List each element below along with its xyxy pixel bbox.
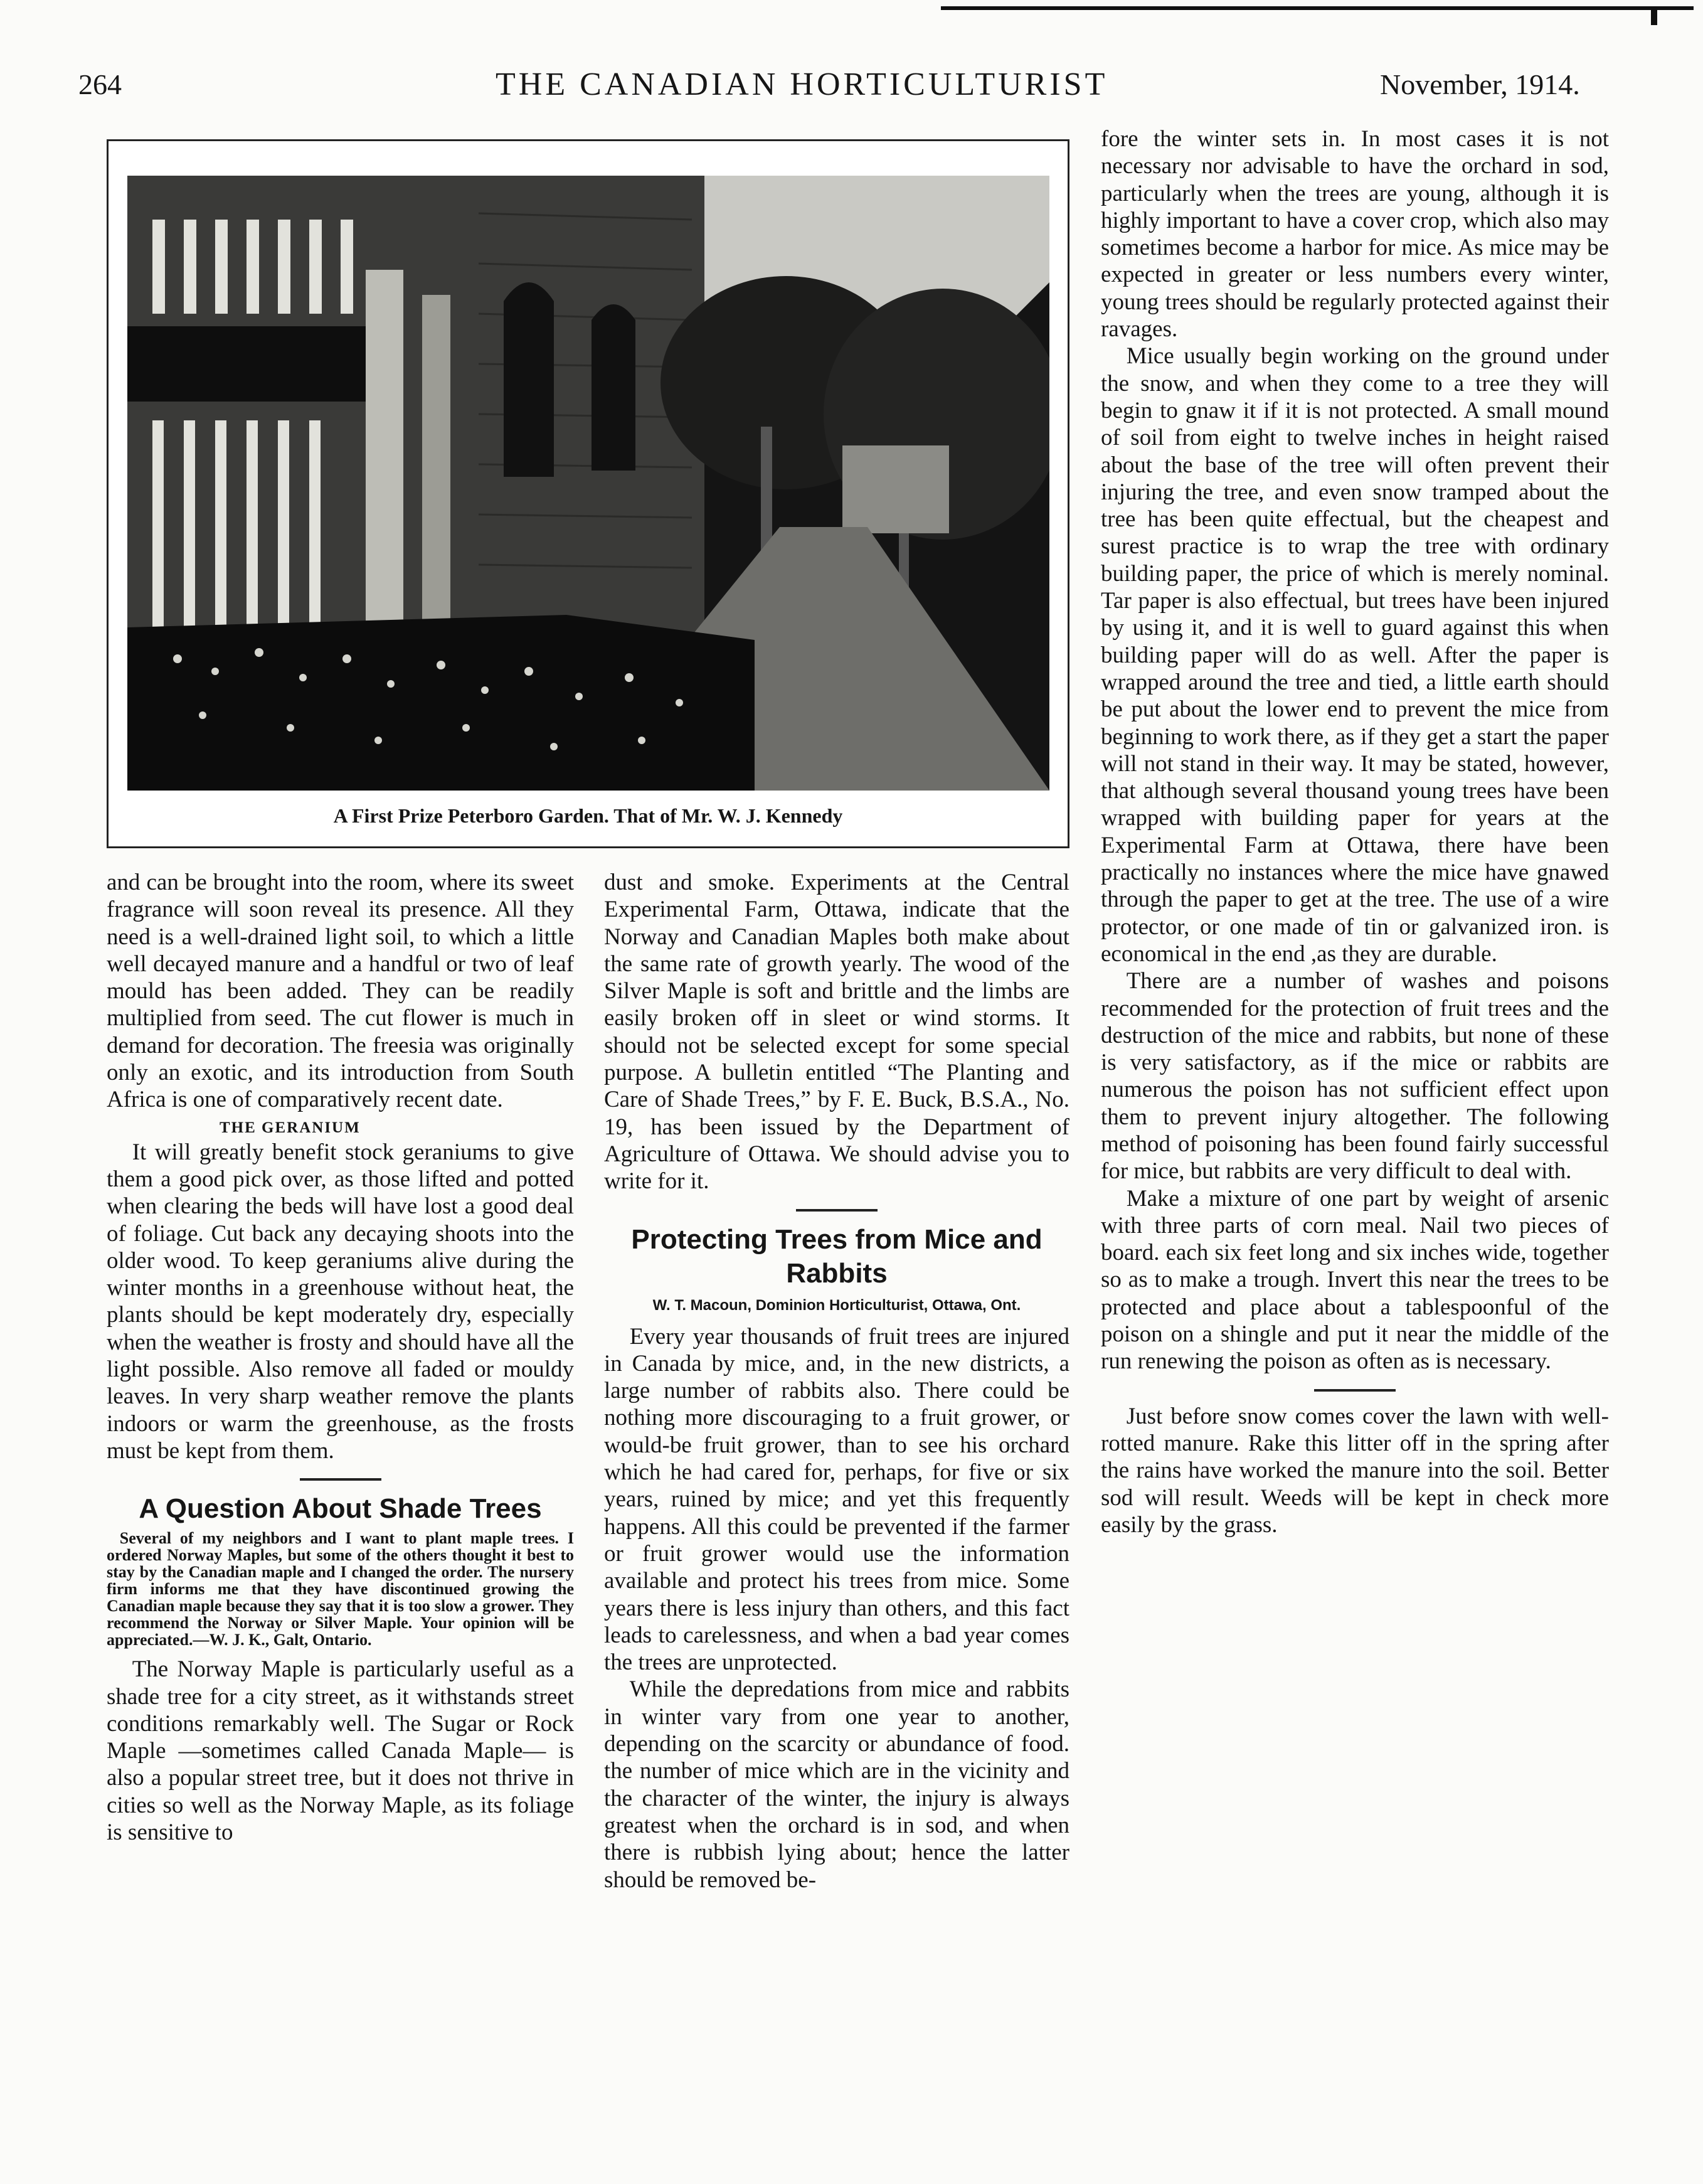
column-2 [604, 869, 1069, 1894]
shade-trees-answer-cont: dust and smoke. Experiments at the Central Experimental Farm, Ottawa, indicate that the Norway and Canadian Maples both make about the same rate of growth yearly. The wood of the Silver Maple is soft and brittle and the limbs are easily broken off in sleet or wind storms. It should not be selected except for some special purpose. A bulletin entitled “The Planting and Care of Shade Trees,” by F. E. Buck, B.S.A., No. 19, has been issued by the Department of Agriculture of Ottawa. We should advise you to write for it. [604, 870, 1069, 1195]
section-divider [796, 1209, 878, 1212]
section-divider [1314, 1389, 1396, 1392]
garden-photo [127, 176, 1049, 791]
page-number: 264 [78, 68, 122, 100]
geranium-paragraph: It will greatly benefit stock geraniums to give them a good pick over, as those lifted and potted when clearing the beds will have lost a good deal of foliage. Cut back any decaying shoots into the older wood. To keep geraniums alive during the winter months in a greenhouse without heat, the plants should be kept moderately dry, especially when the weather is frosty and should have all the light possible. Also remove all faded or mouldy leaves. In very sharp weather remove the plants indoors or warm the greenhouse, as the frosts must be kept from them. [107, 1139, 574, 1464]
mice-paragraph-4: Mice usually begin working on the ground under the snow, and when they come to a tree they will begin to gnaw it if it is not protected. A small mound of soil from eight to twelve inches in height raised about the base of the tree will often prevent their injuring the tree, and even snow tramped about the tree has been quite effectual, but the cheapest and surest practice is to wrap the tree with ordinary building paper, the price of which is merely nominal. Tar paper is also effectual, but trees have been injured by using it, and it is well to guard against this when building paper will do as well. After the paper is wrapped around the tree and tied, a little earth should be put about the lower end to prevent the mice from beginning to work there, as if they get a start the paper will not stand in their way. It may be stated, however, that although several thousand young trees have been wrapped with building paper for years at the Experimental Farm at Ottawa, there have been practically no instances where the mice have gnawed through the paper to get at the tree. The use of a wire protector, or one made of tin or galvanized iron. is economical in the end ,as they are durable. [1101, 343, 1609, 967]
shade-trees-query: Several of my neighbors and I want to plant maple trees. I ordered Norway Maples, but some of the others thought it best to stay by the Canadian maple and I changed the order. The nursery firm informs me that they have discontinued growing the Canadian maple because they say that it is too slow a grower. They recommend the Norway or Silver Maple. Your opinion will be appreciated.—W. J. K., Galt, Ontario. [107, 1529, 574, 1649]
mice-paragraph-2: While the depredations from mice and rabbits in winter vary from one year to another, depending on the scarcity or abundance of food. the number of mice which are in the vicinity and the character of the winter, the injury is always greatest when the orchard is in sod, and when there is rubbish lying about; hence the latter should be removed be- [604, 1676, 1069, 1893]
column-3 [1101, 125, 1609, 1538]
lawn-paragraph: Just before snow comes cover the lawn with well-rotted manure. Rake this litter off in the spring after the rains have worked the manure into the soil. Better sod will result. Weeds will be kept in check more easily by the grass. [1101, 1403, 1609, 1538]
top-rule [941, 6, 1694, 10]
column-1 [107, 869, 574, 1846]
mice-rabbits-title: Protecting Trees from Mice and Rabbits [631, 1223, 1042, 1289]
garden-photo-figure [107, 139, 1069, 848]
shade-trees-title: A Question About Shade Trees [139, 1493, 542, 1525]
top-rule-tick [1651, 6, 1657, 25]
mice-paragraph-6: Make a mixture of one part by weight of arsenic with three parts of corn meal. Nail two pieces of board. each six feet long and six inches wide, together so as to make a trough. Invert this near the trees to be protected and place about a tablespoonful of the poison on a shingle and put it near the middle of the run renewing the poison as often as is necessary. [1101, 1185, 1609, 1375]
photo-caption: A First Prize Peterboro Garden. That of Mr. W. J. Kennedy [333, 804, 843, 827]
section-divider [300, 1478, 381, 1481]
geranium-heading: THE GERANIUM [220, 1119, 361, 1136]
issue-date: November, 1914. [1380, 68, 1580, 100]
mice-paragraph-1: Every year thousands of fruit trees are injured in Canada by mice, and, in the new districts, a large number of rabbits also. There could be nothing more discouraging to a fruit grower, or would-be fruit grower, than to see his orchard which he had cared for, perhaps, for five or six years, ruined by mice; and yet this frequently happens. All this could be prevented if the farmer or fruit grower would use the information available and protect his trees from mice. Some years there is less injury than others, and this fact leads to carelessness, and when a bad year comes the trees are unprotected. [604, 1323, 1069, 1676]
mice-paragraph-3: fore the winter sets in. In most cases it is not necessary nor advisable to have the orchard in sod, particularly when the trees are young, although it is highly important to have a cover crop, which also may sometimes become a harbor for mice. As mice may be expected in greater or less numbers every winter, young trees should be regularly protected against their ravages. [1101, 126, 1609, 343]
freesia-paragraph: and can be brought into the room, where its sweet fragrance will soon reveal its presence. All they need is a well-drained light soil, to which a little well decayed manure and a handful or two of leaf mould has been added. They can be readily multiplied from seed. The cut flower is much in demand for decoration. The freesia was originally only an exotic, and its introduction from South Africa is one of comparatively recent date. [107, 870, 574, 1113]
journal-title: THE CANADIAN HORTICULTURIST [496, 67, 1108, 102]
article-byline: W. T. Macoun, Dominion Horticulturist, Ottawa, Ont. [652, 1296, 1021, 1314]
shade-trees-answer: The Norway Maple is particularly useful as a shade tree for a city street, as it withstands street conditions remarkably well. The Sugar or Rock Maple —sometimes called Canada Maple— is also a popular street tree, but it does not thrive in cities so well as the Norway Maple, as its foliage is sensitive to [107, 1656, 574, 1846]
mice-paragraph-5: There are a number of washes and poisons recommended for the protection of fruit trees and the destruction of the mice and rabbits, but none of these is very satisfactory, as if the mice or rabbits are numerous the poison has not sufficient effect upon them to prevent injury altogether. The following method of poisoning has been found fairly successful for mice, but rabbits are very difficult to deal with. [1101, 968, 1609, 1185]
